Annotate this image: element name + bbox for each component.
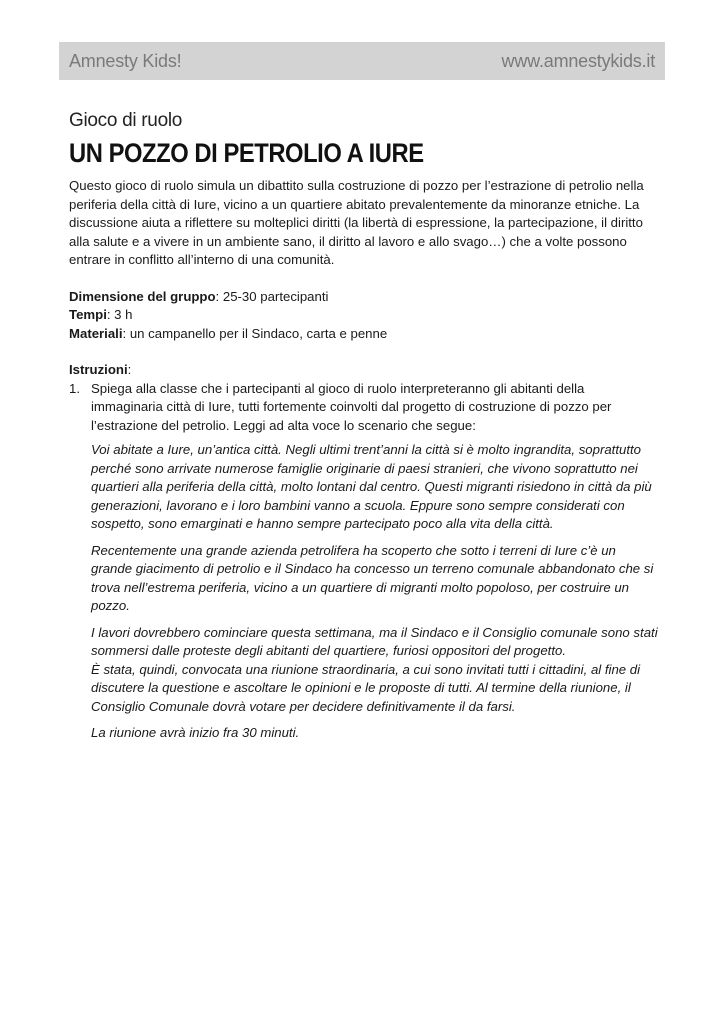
- header-brand: Amnesty Kids!: [69, 50, 182, 71]
- group-size-value: : 25-30 partecipanti: [215, 288, 329, 304]
- group-size-label: Dimensione del gruppo: [69, 288, 216, 304]
- group-size-line: [69, 288, 659, 307]
- time-label: Tempi: [69, 307, 107, 322]
- instructions-colon: :: [127, 362, 132, 377]
- document-subtitle: Gioco di ruolo: [69, 110, 183, 131]
- materials-label: Materiali: [69, 325, 123, 341]
- instruction-step: [69, 380, 659, 436]
- scenario-paragraph-3b: È stata, quindi, convocata una riunione straordinaria, a cui sono invitati tutti i cittadini, al fine di discutere la questione e ascoltare le opinioni e le proposte di tutti. Al termine della riunione, il Consiglio Comunale dovrà votare per decidere definitivamente il da farsi.: [91, 661, 641, 714]
- page-header: [59, 42, 665, 80]
- header-url: www.amnestykids.it: [501, 50, 655, 71]
- scenario-paragraph-4: La riunione avrà inizio fra 30 minuti.: [91, 725, 300, 740]
- document-title: UN POZZO DI PETROLIO A IURE: [69, 138, 424, 168]
- instructions-label: Istruzioni: [69, 362, 128, 377]
- scenario-paragraph-2: Recentemente una grande azienda petrolifera ha scoperto che sotto i terreni di Iure c’è un grande giacimento di petrolio e il Sindaco ha concesso un terreno comunale abbandonato che si trova nell’estrema periferia, vicino a un quartiere di migranti molto popoloso, per costruire un pozzo.: [91, 542, 654, 613]
- instructions-heading: [69, 361, 659, 380]
- document-body: [69, 110, 659, 751]
- time-value: : 3 h: [106, 307, 133, 322]
- scenario-paragraph-1: Voi abitate a Iure, un’antica città. Negli ultimi trent’anni la città si è molto ingrandita, soprattutto perché sono arrivate numerose famiglie originarie di paesi stranieri, che vivono soprattutto nei quartieri alla periferia della città, molto lontani dal centro. Questi migranti risiedono in città da più generazioni, lavorano e i loro bambini vanno a scuola. Eppure sono sempre considerati con sospetto, sono emarginati e hanno sempre partecipato poco alla vita della città.: [91, 442, 652, 531]
- time-line: [69, 306, 659, 325]
- scenario-paragraph-3a: I lavori dovrebbero cominciare questa settimana, ma il Sindaco e il Consiglio comunale sono stati sommersi dalle proteste degli abitanti del quartiere, furiosi oppositori del progetto.: [91, 624, 658, 658]
- scenario-paragraph-3: [91, 624, 659, 717]
- step-text: Spiega alla classe che i partecipanti al gioco di ruolo interpreteranno gli abitanti della immaginaria città di Iure, tutti fortemente coinvolti dal progetto di costruzione di pozzo per l’estrazione del petrolio. Leggi ad alta voce lo scenario che segue:: [91, 380, 612, 433]
- intro-paragraph: Questo gioco di ruolo simula un dibattito sulla costruzione di pozzo per l’estrazione di petrolio nella periferia della città di Iure, vicino a un quartiere abitato prevalentemente da minoranze etniche. La discussione aiuta a riflettere su molteplici diritti (la libertà di espressione, la partecipazione, il diritto alla salute e a vivere in un ambiente sano, il diritto al lavoro e allo svago…) che a volte possono entrare in conflitto all’interno di una comunità.: [69, 178, 644, 267]
- step-number: 1.: [69, 380, 80, 396]
- scenario-block: [91, 441, 659, 743]
- materials-value: : un campanello per il Sindaco, carta e penne: [122, 325, 388, 341]
- facts-block: [69, 288, 659, 344]
- materials-line: [69, 325, 659, 344]
